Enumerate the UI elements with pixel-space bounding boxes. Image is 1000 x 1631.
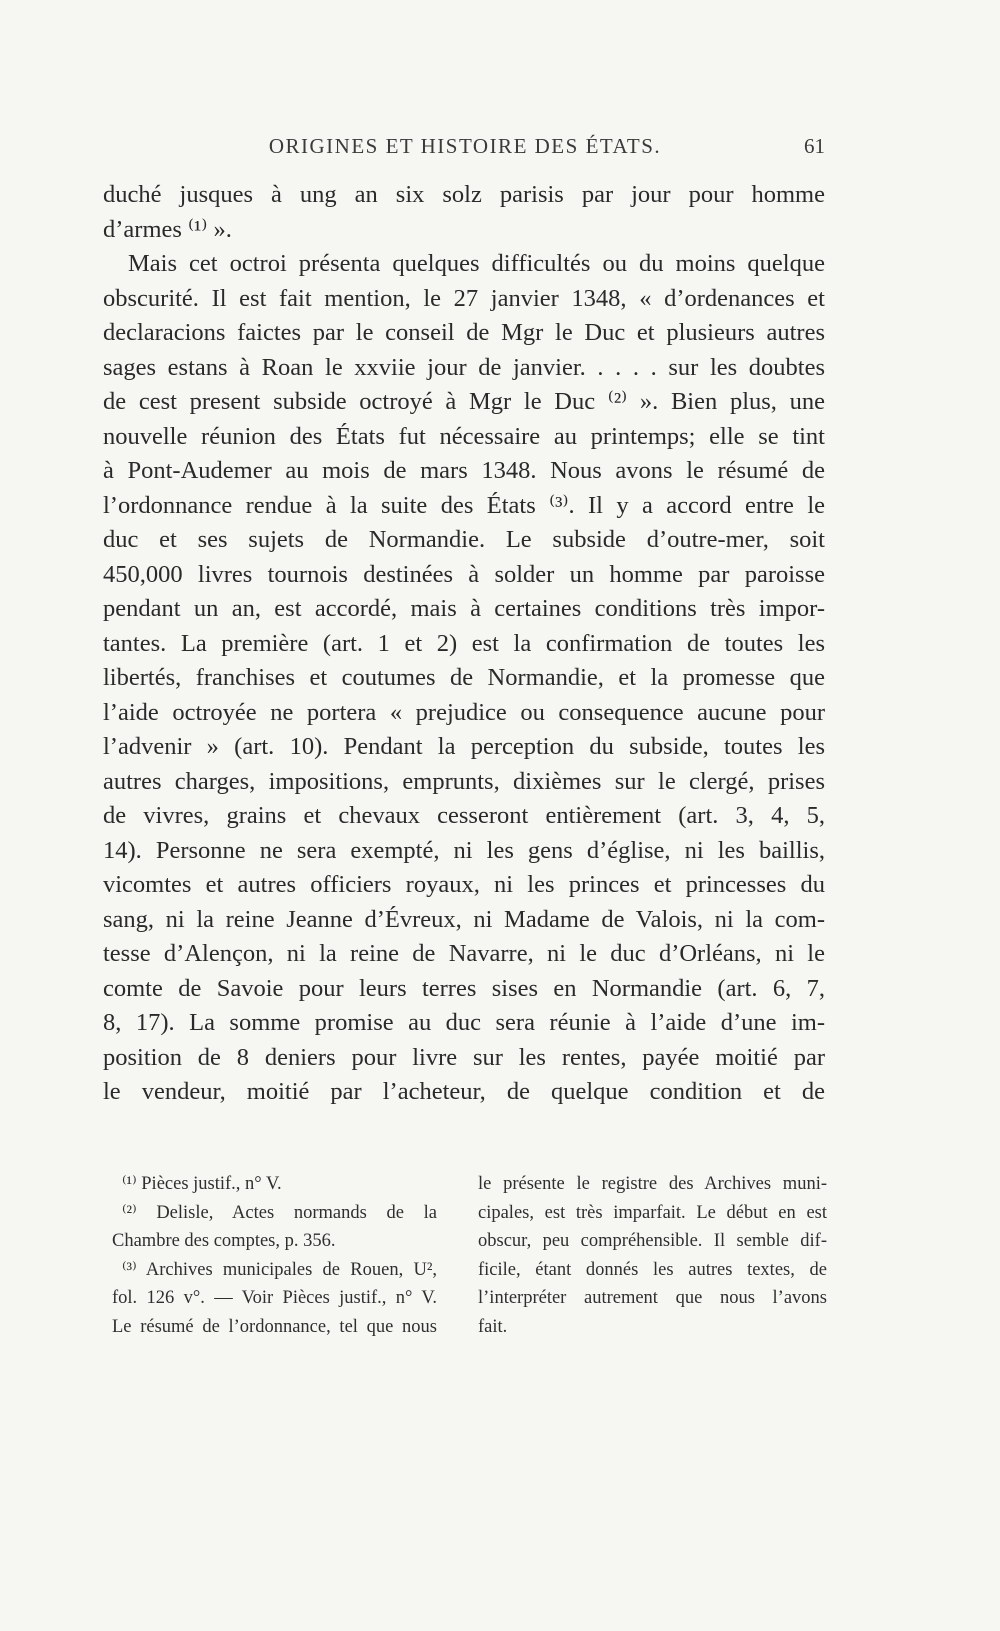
text-line: sages estans à Roan le xxviie jour de janvier. . . . . sur les doubtes	[103, 353, 825, 381]
footnote-line: l’interpréter autrement que nous l’avons	[478, 1288, 827, 1308]
main-text	[103, 178, 825, 1110]
text-line: comte de Savoie pour leurs terres sises en Normandie (art. 6, 7,	[103, 974, 825, 1002]
running-header	[105, 128, 825, 168]
footnote-line: ⁽³⁾ Archives municipales de Rouen, U²,	[122, 1259, 437, 1280]
text-line: l’aide octroyée ne portera « prejudice ou consequence aucune pour	[103, 698, 825, 726]
text-line: position de 8 deniers pour livre sur les rentes, payée moitié par	[103, 1043, 825, 1071]
text-line: 8, 17). La somme promise au duc sera réunie à l’aide d’une im-	[103, 1009, 825, 1036]
text-line: duché jusques à ung an six solz parisis par jour pour homme	[103, 181, 825, 208]
text-line: d’armes ⁽¹⁾ ».	[103, 215, 232, 243]
text-line: 450,000 livres tournois destinées à solder un homme par paroisse	[103, 560, 825, 588]
text-line: tantes. La première (art. 1 et 2) est la confirmation de toutes les	[103, 629, 825, 657]
text-line: Mais cet octroi présenta quelques difficultés ou du moins quelque	[128, 250, 825, 277]
footnotes-left-column	[112, 1170, 437, 1341]
text-line: nouvelle réunion des États fut nécessaire au printemps; elle se tint	[103, 422, 825, 450]
page-number: 61	[804, 134, 825, 158]
footnote-line: Le résumé de l’ordonnance, tel que nous	[112, 1316, 437, 1337]
footnote-line: le présente le registre des Archives muni-	[478, 1174, 827, 1194]
footnote-line: cipales, est très imparfait. Le début en est	[478, 1202, 827, 1223]
text-line: declaracions faictes par le conseil de Mgr le Duc et plusieurs autres	[103, 319, 825, 346]
footnote-line: fait.	[478, 1316, 508, 1337]
running-title: ORIGINES ET HISTOIRE DES ÉTATS.	[268, 134, 662, 158]
footnote-line: ⁽²⁾ Delisle, Actes normands de la	[122, 1202, 437, 1223]
text-line: duc et ses sujets de Normandie. Le subside d’outre-mer, soit	[103, 526, 825, 553]
footnote-line: obscur, peu compréhensible. Il semble dif-	[478, 1231, 827, 1251]
text-line: l’advenir » (art. 10). Pendant la perception du subside, toutes les	[103, 733, 825, 760]
footnote-line: ficile, étant donnés les autres textes, de	[478, 1259, 827, 1280]
footnote-line: Chambre des comptes, p. 356.	[112, 1231, 336, 1251]
text-line: l’ordonnance rendue à la suite des États ⁽³⁾. Il y a accord entre le	[103, 491, 825, 519]
footnote-line: ⁽¹⁾ Pièces justif., n° V.	[122, 1174, 282, 1194]
text-line: le vendeur, moitié par l’acheteur, de quelque condition et de	[103, 1078, 825, 1105]
text-line: vicomtes et autres officiers royaux, ni les princes et princesses du	[103, 871, 825, 898]
text-line: pendant un an, est accordé, mais à certaines conditions très impor-	[103, 595, 825, 622]
text-line: libertés, franchises et coutumes de Normandie, et la promesse que	[103, 664, 825, 691]
footnote-line: fol. 126 v°. — Voir Pièces justif., n° V.	[112, 1288, 437, 1308]
text-line: obscurité. Il est fait mention, le 27 janvier 1348, « d’ordenances et	[103, 284, 825, 312]
text-line: sang, ni la reine Jeanne d’Évreux, ni Madame de Valois, ni la com-	[103, 905, 825, 933]
footnotes-right-column	[478, 1170, 827, 1341]
text-line: 14). Personne ne sera exempté, ni les gens d’église, ni les baillis,	[103, 836, 825, 864]
text-line: de vivres, grains et chevaux cesseront entièrement (art. 3, 4, 5,	[103, 802, 825, 829]
text-line: à Pont-Audemer au mois de mars 1348. Nous avons le résumé de	[103, 457, 825, 484]
text-line: de cest present subside octroyé à Mgr le Duc ⁽²⁾ ». Bien plus, une	[103, 388, 825, 415]
text-line: autres charges, impositions, emprunts, dixièmes sur le clergé, prises	[103, 767, 825, 795]
text-line: tesse d’Alençon, ni la reine de Navarre, ni le duc d’Orléans, ni le	[103, 940, 825, 967]
